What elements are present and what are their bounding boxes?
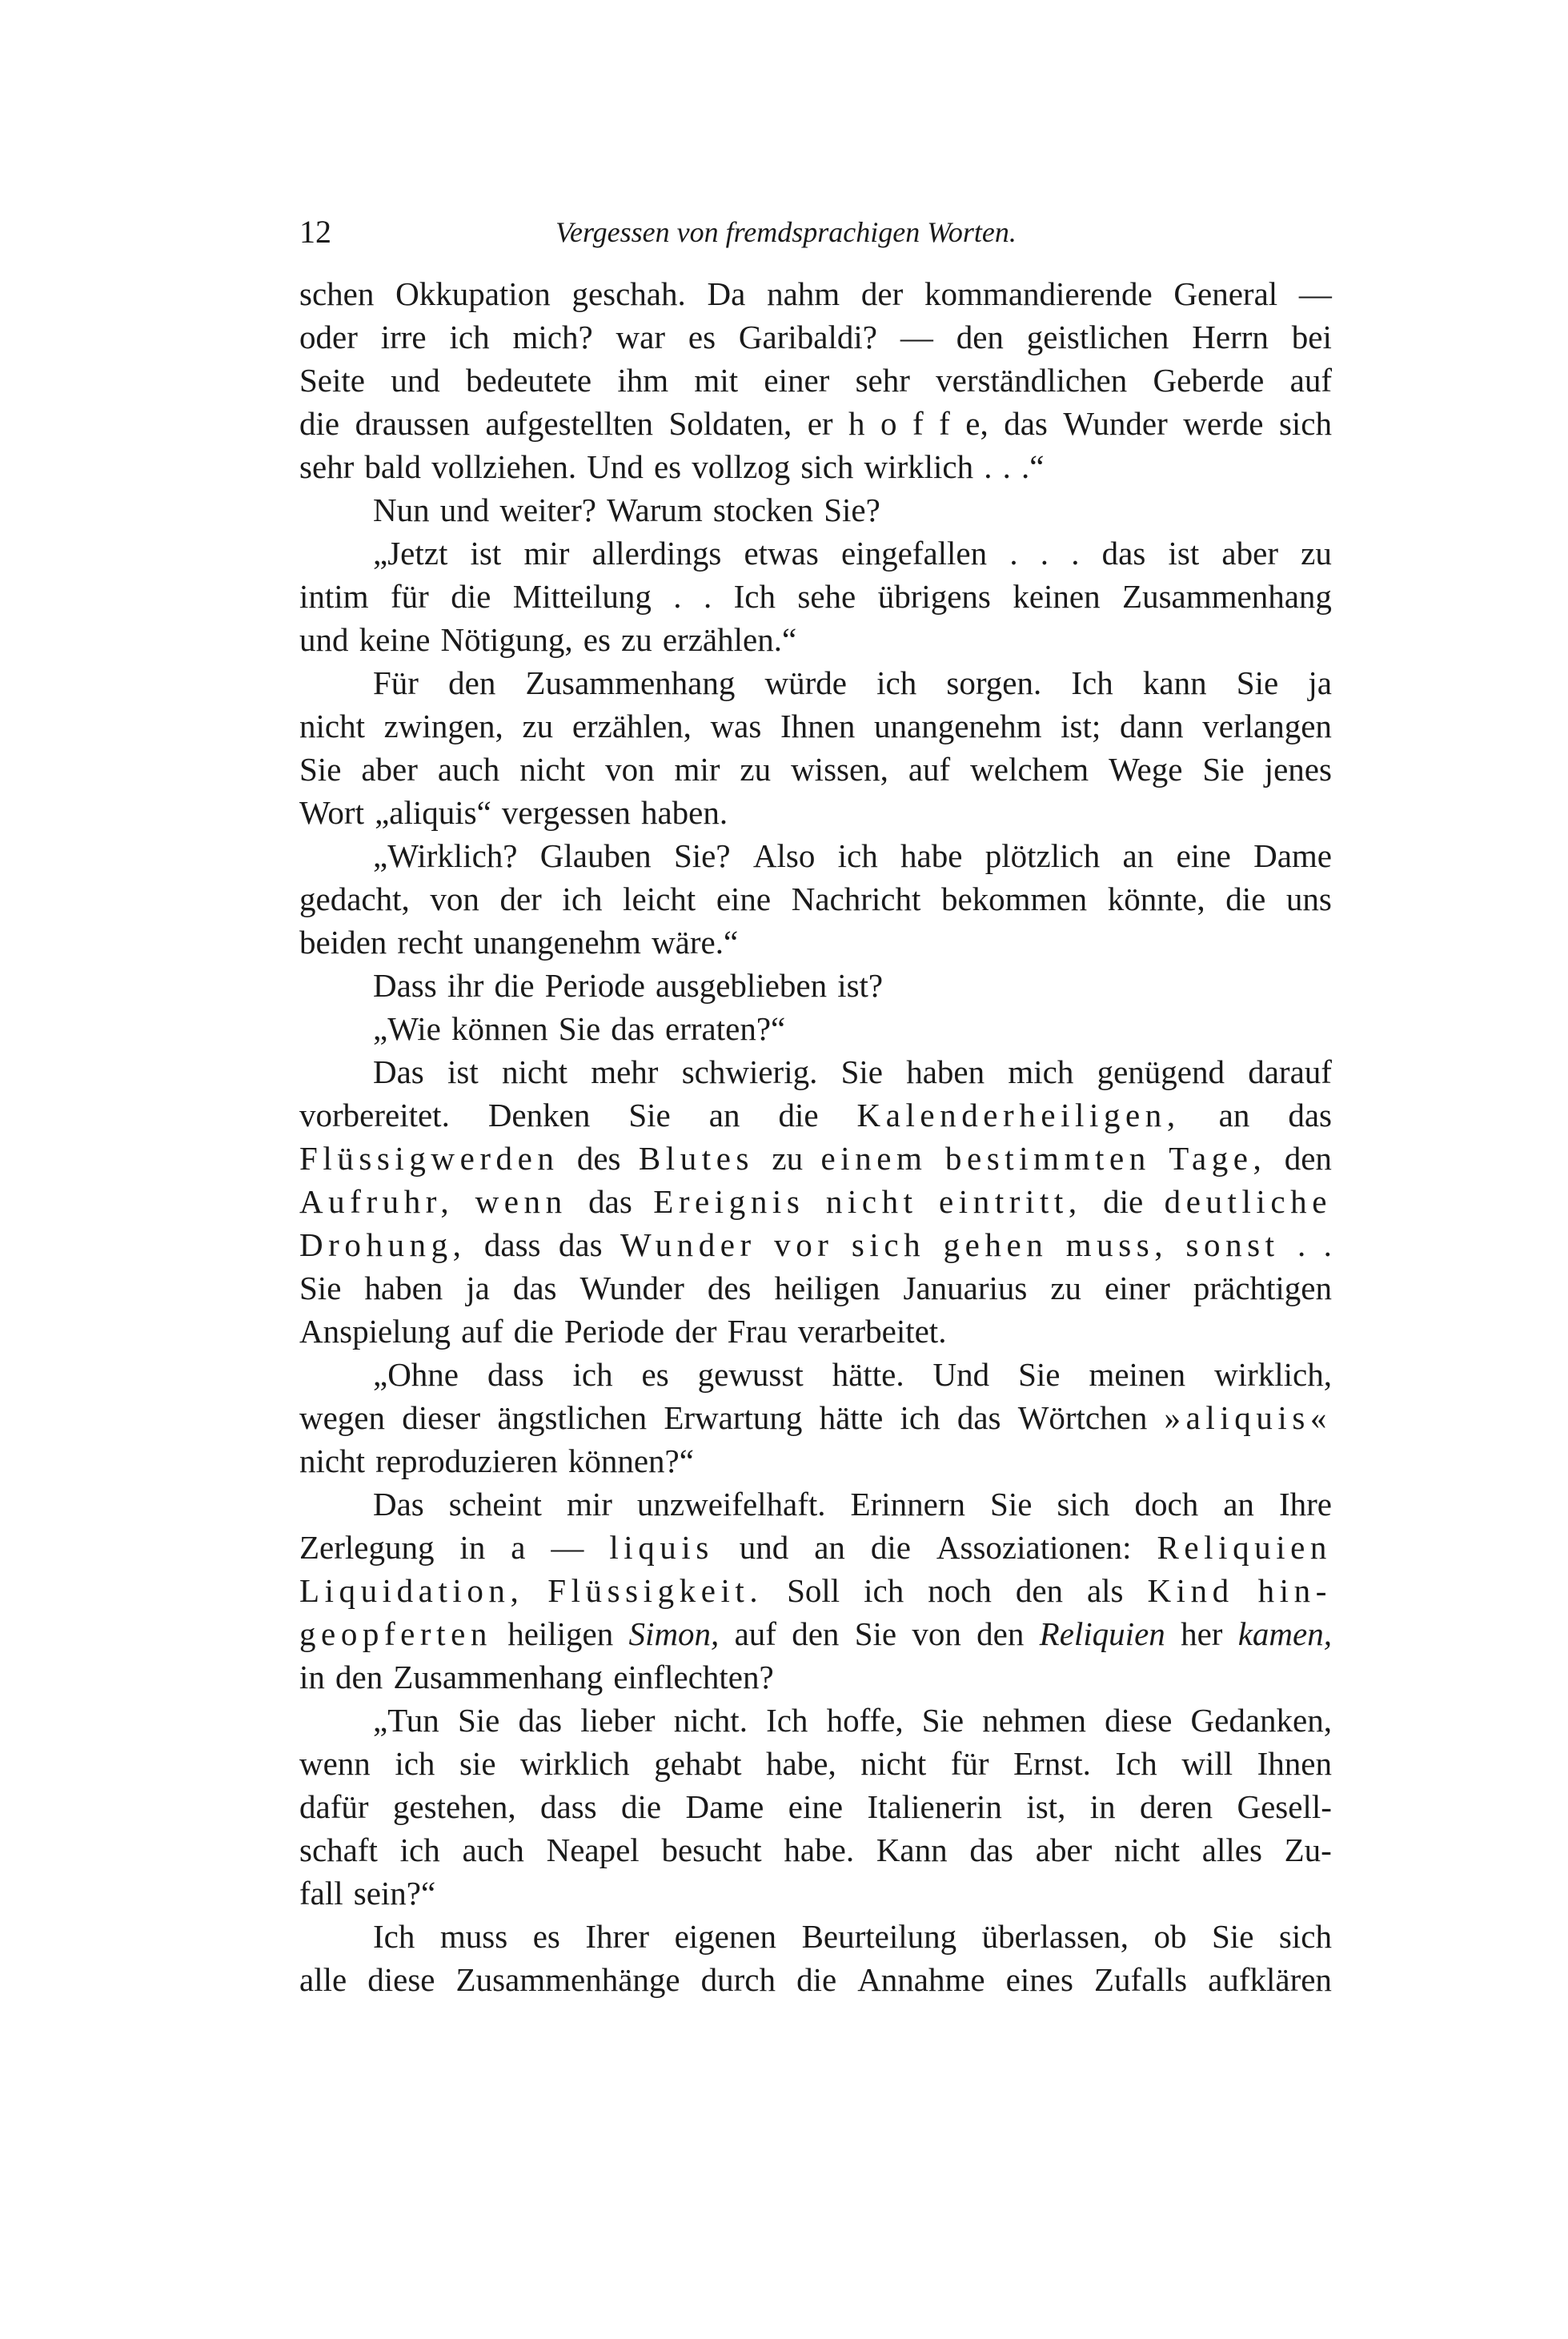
text-line: beiden recht unangenehm wäre.“ bbox=[299, 924, 739, 961]
text-line: wegen dieser ängstlichen Erwartung hätte ich das Wörtchen »aliquis« bbox=[299, 1399, 1332, 1436]
text-line: Das ist nicht mehr schwierig. Sie haben mich genügend darauf bbox=[373, 1053, 1332, 1090]
text-line: Zerlegung in a — liquis und an die Assoziationen: Reliquien bbox=[299, 1529, 1332, 1566]
text-line: wenn ich sie wirklich gehabt habe, nicht für Ernst. Ich will Ihnen bbox=[299, 1745, 1332, 1782]
text-line: schaft ich auch Neapel besucht habe. Kann das aber nicht alles Zu- bbox=[299, 1831, 1332, 1868]
text-line: die draussen aufgestellten Soldaten, er h o f f e, das Wunder werde sich bbox=[299, 405, 1332, 442]
text-line: alle diese Zusammenhänge durch die Annahme eines Zufalls aufklären bbox=[299, 1961, 1332, 1998]
text-line: Flüssigwerden des Blutes zu einem bestimmten Tage, den bbox=[299, 1140, 1332, 1177]
text-line: Seite und bedeutete ihm mit einer sehr verständlichen Geberde auf bbox=[299, 362, 1332, 399]
text-line: „Wirklich? Glauben Sie? Also ich habe plötzlich an eine Dame bbox=[373, 837, 1332, 874]
text-line: oder irre ich mich? war es Garibaldi? — den geistlichen Herrn bei bbox=[299, 319, 1332, 355]
text-line: Nun und weiter? Warum stocken Sie? bbox=[373, 491, 880, 528]
body-text bbox=[299, 272, 1332, 2001]
text-line: Für den Zusammenhang würde ich sorgen. Ich kann Sie ja bbox=[373, 664, 1332, 701]
text-line: Anspielung auf die Periode der Frau verarbeitet. bbox=[299, 1313, 947, 1350]
text-line: Wort „aliquis“ vergessen haben. bbox=[299, 794, 728, 831]
text-line: in den Zusammenhang einflechten? bbox=[299, 1659, 774, 1695]
text-line: nicht zwingen, zu erzählen, was Ihnen unangenehm ist; dann verlangen bbox=[299, 708, 1332, 744]
text-line: gedacht, von der ich leicht eine Nachricht bekommen könnte, die uns bbox=[299, 881, 1332, 917]
text-line: schen Okkupation geschah. Da nahm der kommandierende General — bbox=[299, 275, 1332, 312]
text-line: Sie aber auch nicht von mir zu wissen, auf welchem Wege Sie jenes bbox=[299, 751, 1332, 788]
running-title: Vergessen von fremdsprachigen Worten. bbox=[555, 216, 1017, 248]
text-line: vorbereitet. Denken Sie an die Kalenderheiligen, an das bbox=[299, 1097, 1332, 1133]
text-line: sehr bald vollziehen. Und es vollzog sich wirklich . . .“ bbox=[299, 448, 1045, 485]
text-line: und keine Nötigung, es zu erzählen.“ bbox=[299, 621, 797, 658]
text-line: nicht reproduzieren können?“ bbox=[299, 1442, 694, 1479]
running-head bbox=[299, 212, 1332, 252]
text-line: Drohung, dass das Wunder vor sich gehen muss, sonst . . bbox=[299, 1226, 1332, 1263]
text-line: Sie haben ja das Wunder des heiligen Januarius zu einer prächtigen bbox=[299, 1270, 1332, 1306]
text-line: Aufruhr, wenn das Ereignis nicht eintritt, die deutliche bbox=[299, 1183, 1332, 1220]
text-line: „Tun Sie das lieber nicht. Ich hoffe, Sie nehmen diese Gedanken, bbox=[373, 1702, 1332, 1739]
text-line: Dass ihr die Periode ausgeblieben ist? bbox=[373, 967, 884, 1004]
text-line: „Wie können Sie das erraten?“ bbox=[373, 1010, 786, 1047]
text-line: Liquidation, Flüssigkeit. Soll ich noch den als Kind hin- bbox=[299, 1572, 1332, 1609]
text-line: Das scheint mir unzweifelhaft. Erinnern Sie sich doch an Ihre bbox=[373, 1486, 1332, 1523]
text-line: „Ohne dass ich es gewusst hätte. Und Sie meinen wirklich, bbox=[373, 1356, 1332, 1393]
text-line: fall sein?“ bbox=[299, 1875, 436, 1912]
text-line: „Jetzt ist mir allerdings etwas eingefallen . . . das ist aber zu bbox=[373, 535, 1332, 572]
text-line: Ich muss es Ihrer eigenen Beurteilung überlassen, ob Sie sich bbox=[373, 1918, 1332, 1955]
text-line: dafür gestehen, dass die Dame eine Italienerin ist, in deren Gesell- bbox=[299, 1788, 1332, 1825]
text-line: geopferten heiligen Simon, auf den Sie von den Reliquien her kamen, bbox=[299, 1615, 1332, 1652]
text-line: intim für die Mitteilung . . Ich sehe übrigens keinen Zusammenhang bbox=[299, 578, 1332, 615]
page-number: 12 bbox=[299, 214, 331, 250]
